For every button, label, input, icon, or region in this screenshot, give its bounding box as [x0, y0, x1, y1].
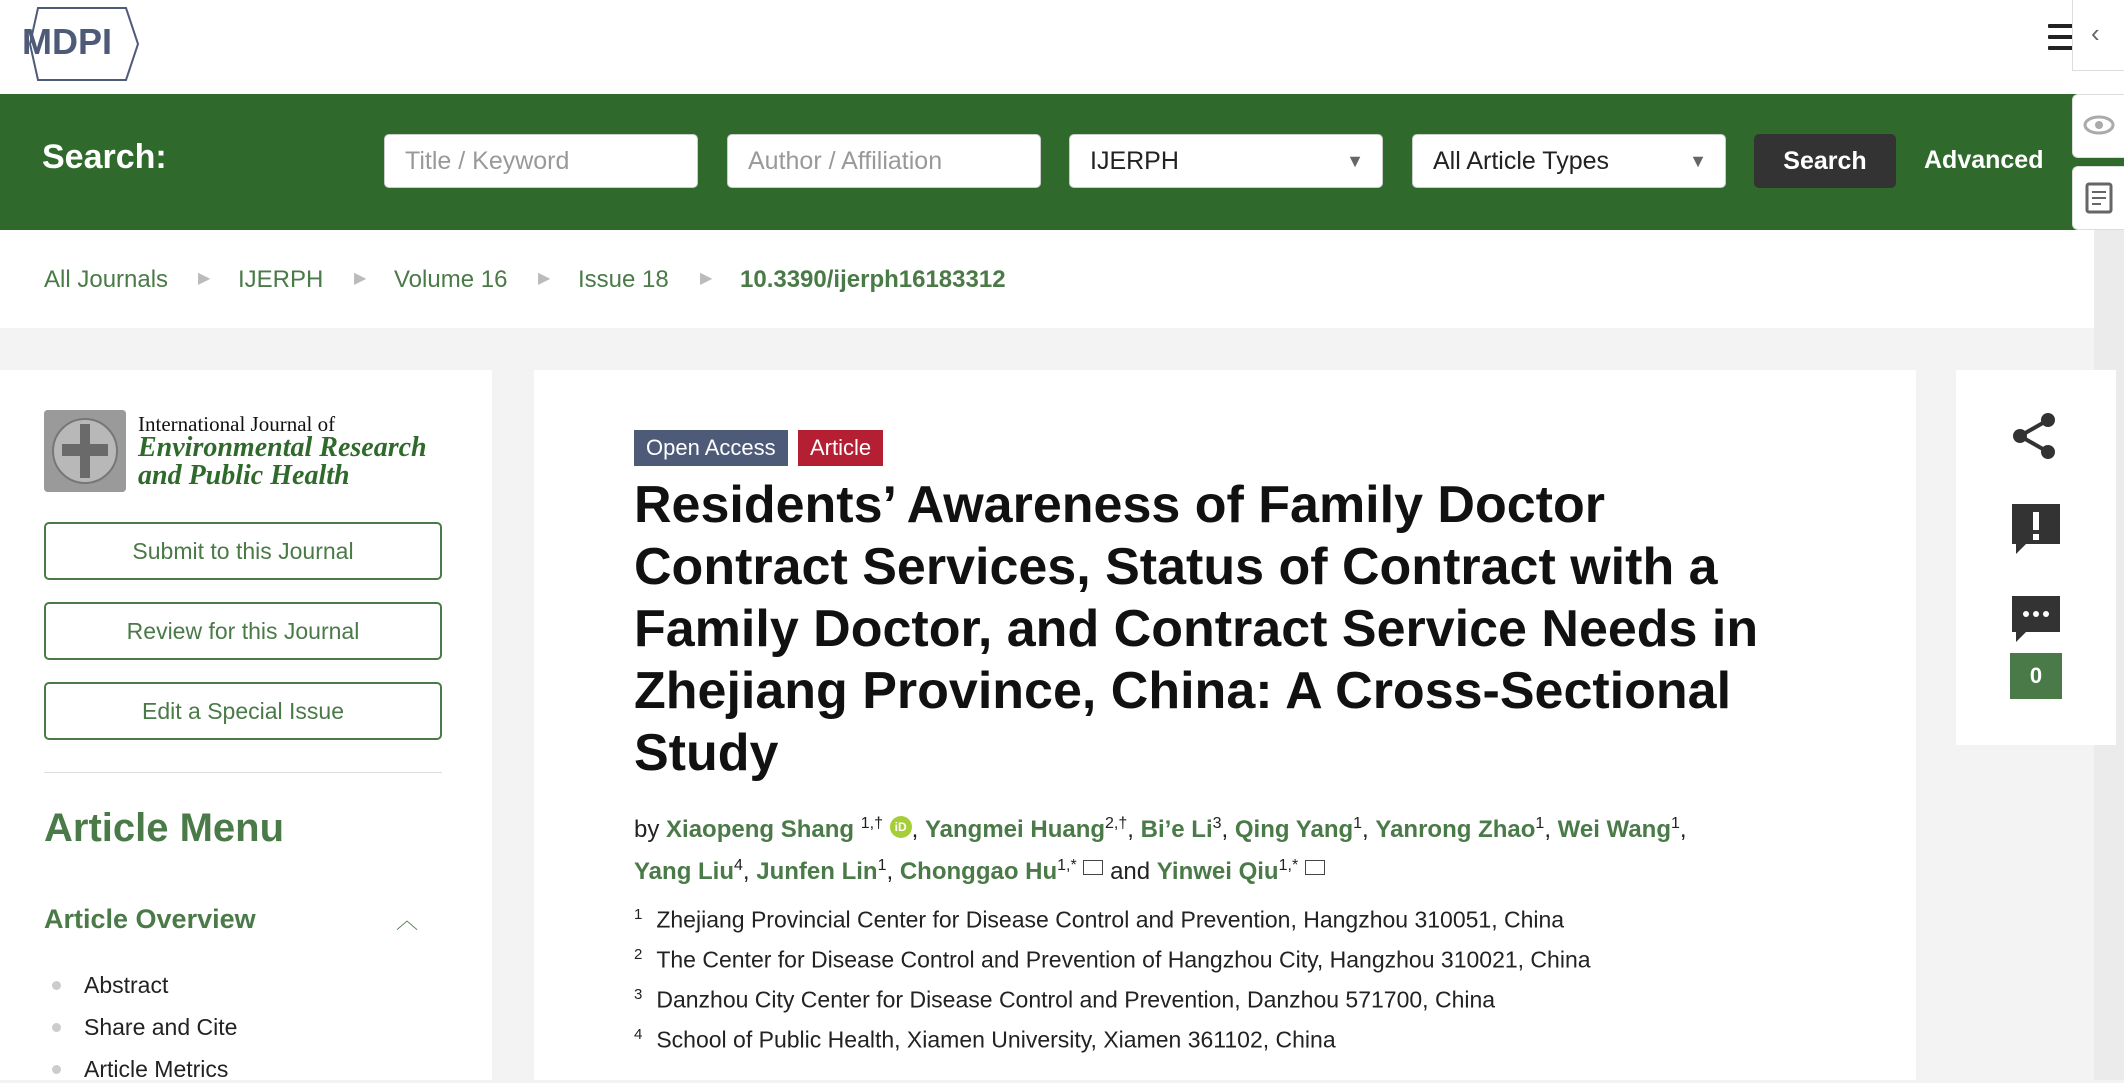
article-main: [534, 370, 1916, 1080]
menu-item-share-cite[interactable]: Share and Cite: [84, 1014, 238, 1040]
journal-select-value: IJERPH: [1090, 147, 1179, 175]
chevron-right-icon: ▶: [700, 270, 713, 287]
notes-tab[interactable]: [2072, 166, 2124, 230]
article-tools: [1956, 370, 2116, 745]
article-type-select[interactable]: [1412, 134, 1726, 188]
author-list: by Xiaopeng Shang $^{1,\dagger}$ iD , Yangmei Huang$^{2,\dagger}$, Bi’e Li$^3$, Qing Yang$^1$, Yanrong Zhao$^1$, Wei Wang$^1$, Yang Liu$^4$, Junfen Lin$^1$, Chonggao $Hu^{1,*}$ and Yinwei Qiu$^{1,*}$: [634, 815, 1687, 885]
author-sup: 1,*: [1278, 857, 1299, 874]
breadcrumb-doi[interactable]: 10.3390/ijerph16183312: [740, 266, 1006, 293]
breadcrumb: [0, 230, 2094, 328]
view-toggle-tab[interactable]: [2072, 94, 2124, 158]
edit-special-issue-button[interactable]: Edit a Special Issue: [44, 682, 442, 740]
dropdown-arrow-icon: ▼: [1689, 151, 1707, 171]
author-sup: 1: [1535, 815, 1545, 832]
author-input[interactable]: Author / Affiliation: [727, 134, 1041, 188]
notes-icon: [2073, 167, 2124, 229]
eye-icon: [2073, 95, 2124, 157]
affiliation-text: Zhejiang Provincial Center for Disease Control and Prevention, Hangzhou 310051, China: [656, 906, 1565, 933]
journal-title-line1: International Journal of: [138, 412, 336, 436]
affiliation-text: The Center for Disease Control and Prevention of Hangzhou City, Hangzhou 310021, China: [656, 946, 1591, 973]
mdpi-logo[interactable]: [16, 4, 140, 84]
comment-icon[interactable]: [2010, 594, 2062, 644]
affiliation-number: 4: [634, 1026, 643, 1043]
journal-title-name[interactable]: [138, 434, 478, 490]
breadcrumb-journal[interactable]: IJERPH: [238, 266, 324, 293]
author-sup: 4: [734, 857, 743, 874]
chevron-right-icon: ▶: [538, 270, 551, 287]
exclamation-icon[interactable]: [2010, 502, 2062, 556]
menu-item-metrics[interactable]: Article Metrics: [84, 1056, 229, 1082]
author-sup: 1,*: [1057, 857, 1077, 874]
author-sup: 3: [1212, 815, 1222, 832]
affiliation-item: [634, 986, 1495, 1014]
journal-emblem-icon: [44, 410, 126, 492]
journal-select[interactable]: [1069, 134, 1383, 188]
review-journal-button[interactable]: Review for this Journal: [44, 602, 442, 660]
by-label: by: [634, 816, 660, 843]
keyword-input[interactable]: Title / Keyword: [384, 134, 698, 188]
journal-title-line3: and Public Health: [138, 460, 350, 491]
orcid-icon[interactable]: iD: [890, 816, 912, 838]
breadcrumb-volume[interactable]: Volume 16: [394, 266, 508, 293]
bullet-icon: [52, 981, 61, 990]
chevron-up-icon[interactable]: ︿: [396, 908, 419, 933]
and-label: and: [1110, 858, 1151, 885]
author-sup: 1,†: [860, 815, 883, 832]
affiliation-item: [634, 1026, 1336, 1054]
submit-journal-button[interactable]: Submit to this Journal: [44, 522, 442, 580]
affiliation-number: 1: [634, 906, 643, 923]
affiliation-item: [634, 906, 1564, 934]
share-icon[interactable]: [2008, 410, 2060, 462]
author-sup: 2,†: [1105, 815, 1128, 832]
email-icon[interactable]: [1083, 860, 1103, 875]
dropdown-arrow-icon: ▼: [1346, 151, 1364, 171]
search-button[interactable]: Search: [1754, 134, 1896, 188]
author-sup: 1: [1353, 815, 1363, 832]
author-sup: 1: [877, 857, 887, 874]
breadcrumb-all-journals[interactable]: All Journals: [44, 266, 169, 293]
search-bar: [0, 94, 2124, 230]
author-link[interactable]: Qing Yang: [1234, 816, 1354, 843]
article-overview-toggle[interactable]: Article Overview: [44, 904, 256, 934]
author-sup: 1: [1671, 815, 1680, 832]
affiliation-text: Danzhou City Center for Disease Control and Prevention, Danzhou 571700, China: [656, 986, 1496, 1013]
search-label: Search:: [42, 138, 167, 176]
affiliation-text: School of Public Health, Xiamen University, Xiamen 361102, China: [656, 1026, 1336, 1053]
author-link[interactable]: Yang Liu: [634, 858, 735, 885]
chevron-right-icon: ▶: [198, 270, 211, 287]
advanced-search-link[interactable]: Advanced: [1924, 146, 2044, 174]
chevron-right-icon: ▶: [354, 270, 367, 287]
article-title: Residents’ Awareness of Family Doctor Contract Services, Status of Contract with a Family Doctor, and Contract Service Needs in Zhejiang Province, China: A Cross-Sectional Study: [634, 476, 1759, 782]
affiliation-item: [634, 946, 1591, 974]
author-link[interactable]: Chonggao Hu: [899, 858, 1058, 885]
author-link[interactable]: Yinwei Qiu: [1156, 858, 1279, 885]
divider: [44, 772, 442, 773]
chevron-left-icon: ‹: [2091, 18, 2100, 48]
top-header: [0, 0, 2124, 94]
author-link[interactable]: Wei Wang: [1557, 816, 1671, 843]
bullet-icon: [52, 1065, 61, 1074]
bullet-icon: [52, 1023, 61, 1032]
affiliation-number: 3: [634, 986, 643, 1003]
affiliation-number: 2: [634, 946, 643, 963]
breadcrumb-issue[interactable]: Issue 18: [578, 266, 669, 293]
logo-text: MDPI: [22, 21, 112, 62]
journal-title-line2: Environmental Research: [138, 432, 427, 463]
author-link[interactable]: Junfen Lin: [756, 858, 878, 885]
author-link[interactable]: Yanrong Zhao: [1375, 816, 1536, 843]
email-icon[interactable]: [1305, 860, 1325, 875]
open-access-badge: Open Access: [634, 430, 788, 466]
article-menu-title: Article Menu: [44, 806, 285, 850]
collapse-panel-tab[interactable]: [2072, 0, 2124, 71]
author-link[interactable]: Xiaopeng Shang: [666, 816, 855, 843]
author-link[interactable]: Yangmei Huang: [924, 816, 1106, 843]
article-type-value: All Article Types: [1433, 147, 1610, 175]
menu-item-abstract[interactable]: Abstract: [84, 972, 169, 998]
comment-count[interactable]: 0: [2010, 653, 2062, 699]
author-link[interactable]: Bi’e Li: [1140, 816, 1213, 843]
left-sidebar: [0, 370, 492, 1080]
article-type-badge: Article: [798, 430, 883, 466]
